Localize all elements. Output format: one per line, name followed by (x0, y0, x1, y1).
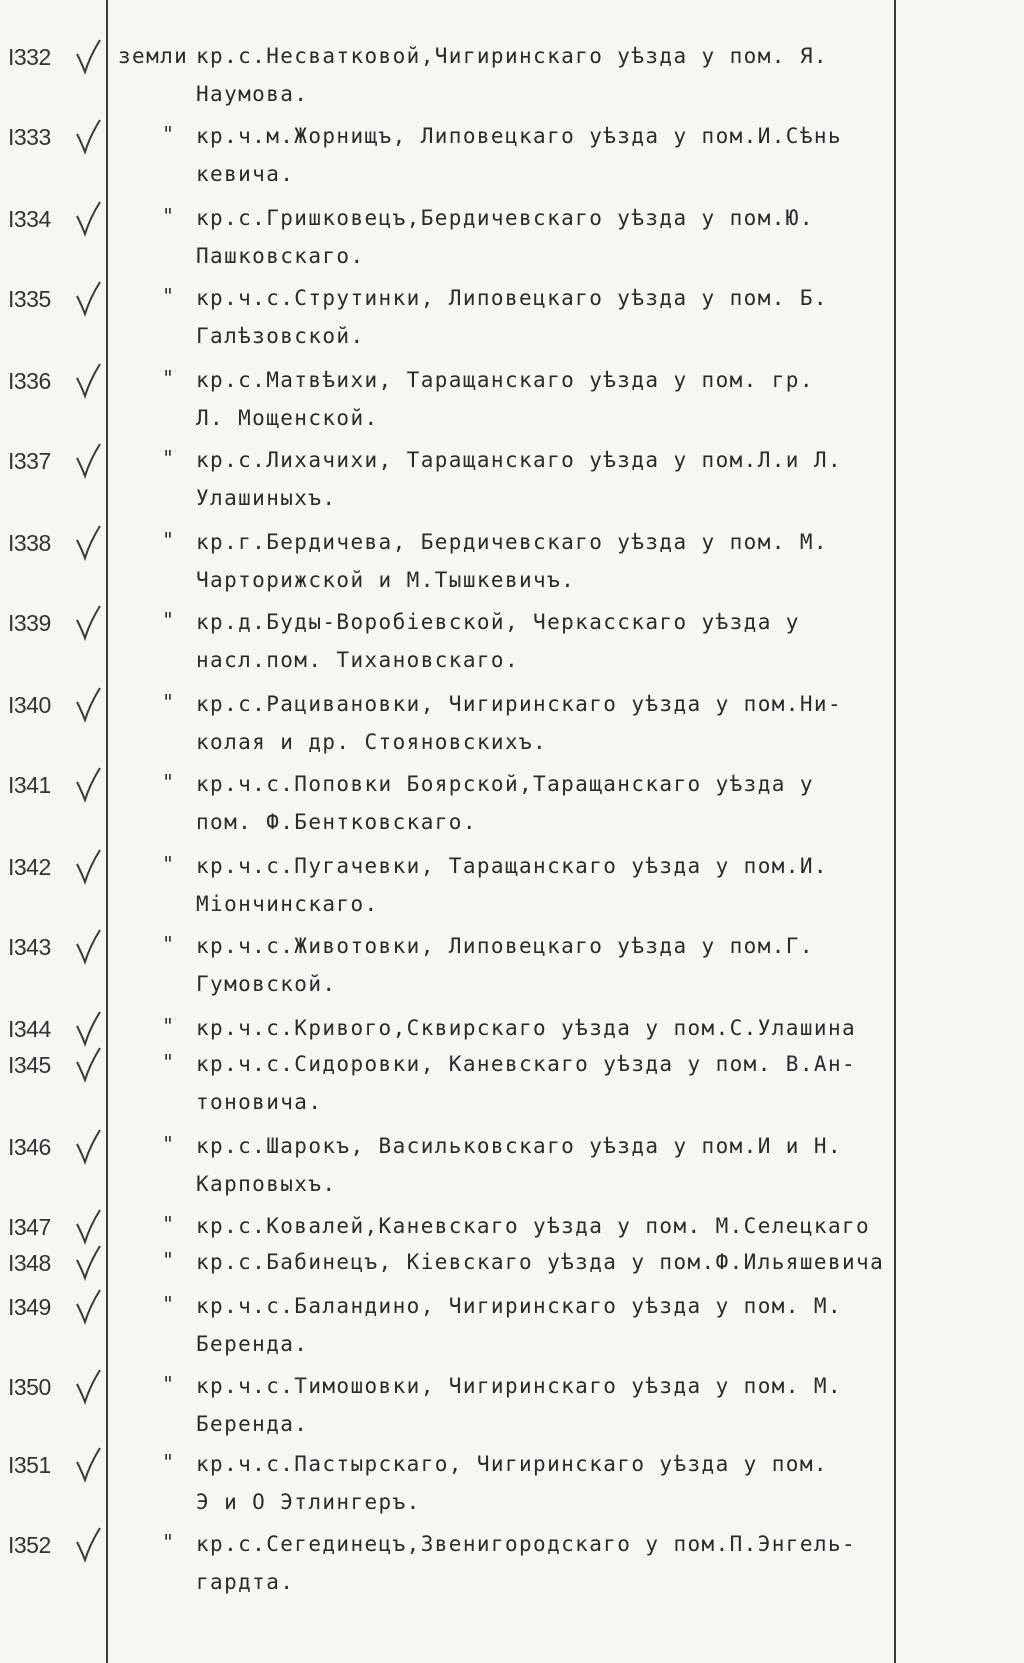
checkmark-icon (74, 1128, 104, 1168)
left-margin-rule (106, 0, 108, 1663)
entry-text-line: кр.ч.с.Поповки Боярской,Таращанскаго уѣзда у (196, 772, 814, 796)
entry-text-line: кр.ч.с.Кривого,Сквирскаго уѣзда у пом.С.Улашина (196, 1016, 857, 1040)
checkmark-icon (74, 200, 104, 240)
entry-text-line: кр.ч.с.Сидоровки, Каневскаго уѣзда у пом. В.Ан- (196, 1052, 857, 1076)
ditto-mark: " (162, 528, 175, 552)
entry-text-line: кр.д.Буды-Воробiевской, Черкасскаго уѣзда у (196, 610, 800, 634)
entry-number: I332 (8, 44, 51, 70)
checkmark-icon (74, 928, 104, 968)
entry-text-line: Л. Мощенской. (196, 406, 379, 430)
entry-text-line: Беренда. (196, 1332, 309, 1356)
entry-number: I348 (8, 1250, 51, 1276)
checkmark-icon (74, 766, 104, 806)
ditto-mark: " (162, 1212, 175, 1236)
ditto-mark: " (162, 1530, 175, 1554)
checkmark-icon (74, 1288, 104, 1328)
checkmark-icon (74, 686, 104, 726)
entry-number: I345 (8, 1052, 51, 1078)
entry-text-line: кр.с.Гришковецъ,Бердичевскаго уѣзда у пом.Ю. (196, 206, 814, 230)
entry-text-line: кр.ч.с.Баландино, Чигиринскаго уѣзда у пом. М. (196, 1294, 842, 1318)
entry-number: I340 (8, 692, 51, 718)
entry-text-line: кр.с.Ковалей,Каневскаго уѣзда у пом. М.Селецкаго (196, 1214, 871, 1238)
entry-number: I333 (8, 124, 51, 150)
checkmark-icon (74, 848, 104, 888)
entry-number: I338 (8, 530, 51, 556)
entry-number: I335 (8, 286, 51, 312)
entry-text-line: кр.с.Рацивановки, Чигиринскаго уѣзда у пом.Ни- (196, 692, 842, 716)
entry-number: I352 (8, 1532, 51, 1558)
entry-number: I346 (8, 1134, 51, 1160)
ditto-mark: " (162, 1014, 175, 1038)
entry-text-line: Чарторижской и М.Тышкевичъ. (196, 568, 576, 592)
entry-number: I350 (8, 1374, 51, 1400)
checkmark-icon (74, 1368, 104, 1408)
entry-text-line: кр.ч.м.Жорнищъ, Липовецкаго уѣзда у пом.И.Сѣнь (196, 124, 842, 148)
entry-text-line: пом. Ф.Бентковскаго. (196, 810, 477, 834)
ditto-mark: " (162, 690, 175, 714)
entry-text-line: кр.ч.с.Тимошовки, Чигиринскаго уѣзда у пом. М. (196, 1374, 842, 1398)
entry-text-line: кр.г.Бердичева, Бердичевскаго уѣзда у пом. М. (196, 530, 828, 554)
entry-text-line: Гумовской. (196, 972, 337, 996)
entry-text-line: кр.ч.с.Струтинки, Липовецкаго уѣзда у пом. Б. (196, 286, 828, 310)
ditto-mark: " (162, 932, 175, 956)
entry-text-line: кр.с.Несватковой,Чигиринскаго уѣзда у пом. Я. (196, 44, 828, 68)
ditto-mark: " (162, 1450, 175, 1474)
entry-text-line: кр.с.Матвѣихи, Таращанскаго уѣзда у пом. гр. (196, 368, 814, 392)
ditto-mark: " (162, 1050, 175, 1074)
entry-text-line: кр.ч.с.Животовки, Липовецкаго уѣзда у пом.Г. (196, 934, 814, 958)
ditto-mark: " (162, 446, 175, 470)
entry-text-line: Мiончинскаго. (196, 892, 379, 916)
ditto-mark: " (162, 852, 175, 876)
ditto-mark: " (162, 366, 175, 390)
checkmark-icon (74, 442, 104, 482)
entry-number: I351 (8, 1452, 51, 1478)
entry-number: I334 (8, 206, 51, 232)
checkmark-icon (74, 1046, 104, 1086)
checkmark-icon (74, 118, 104, 158)
entry-number: I336 (8, 368, 51, 394)
entry-text-line: Наумова. (196, 82, 309, 106)
ditto-mark: " (162, 1372, 175, 1396)
entry-number: I349 (8, 1294, 51, 1320)
entry-number: I347 (8, 1214, 51, 1240)
entry-number: I344 (8, 1016, 51, 1042)
ditto-mark: " (162, 204, 175, 228)
ditto-mark: " (162, 608, 175, 632)
entry-number: I339 (8, 610, 51, 636)
entry-number: I343 (8, 934, 51, 960)
entry-text-line: тоновича. (196, 1090, 323, 1114)
entry-prefix: земли (118, 44, 189, 68)
entry-text-line: кр.с.Сегединецъ,Звенигородскаго у пом.П.Энгель- (196, 1532, 857, 1556)
entry-text-line: Карповыхъ. (196, 1172, 337, 1196)
checkmark-icon (74, 1446, 104, 1486)
entry-text-line: Э и О Этлингеръ. (196, 1490, 421, 1514)
entry-text-line: насл.пом. Тихановскаго. (196, 648, 519, 672)
entry-number: I337 (8, 448, 51, 474)
entry-text-line: Беренда. (196, 1412, 309, 1436)
entry-text-line: Пашковскаго. (196, 244, 365, 268)
checkmark-icon (74, 524, 104, 564)
ditto-mark: " (162, 770, 175, 794)
checkmark-icon (74, 38, 104, 78)
checkmark-icon (74, 280, 104, 320)
checkmark-icon (74, 1244, 104, 1284)
checkmark-icon (74, 1010, 104, 1050)
right-margin-rule (894, 0, 896, 1663)
entry-text-line: кр.ч.с.Пастырскаго, Чигиринскаго уѣзда у пом. (196, 1452, 828, 1476)
checkmark-icon (74, 604, 104, 644)
entry-text-line: кр.с.Лихачихи, Таращанскаго уѣзда у пом.Л.и Л. (196, 448, 842, 472)
entry-text-line: кр.с.Бабинецъ, Кiевскаго уѣзда у пом.Ф.Ильяшевича (196, 1250, 885, 1274)
ditto-mark: " (162, 1132, 175, 1156)
ditto-mark: " (162, 1292, 175, 1316)
entry-number: I342 (8, 854, 51, 880)
entry-text-line: кевича. (196, 162, 295, 186)
entry-text-line: кр.с.Шарокъ, Васильковскаго уѣзда у пом.И и Н. (196, 1134, 842, 1158)
entry-text-line: колая и др. Стояновскихъ. (196, 730, 548, 754)
entry-text-line: Улашиныхъ. (196, 486, 337, 510)
entry-number: I341 (8, 772, 51, 798)
entry-text-line: кр.ч.с.Пугачевки, Таращанскаго уѣзда у пом.И. (196, 854, 828, 878)
checkmark-icon (74, 1526, 104, 1566)
checkmark-icon (74, 1208, 104, 1248)
checkmark-icon (74, 362, 104, 402)
entry-text-line: гардта. (196, 1570, 295, 1594)
entry-text-line: Галѣзовской. (196, 324, 365, 348)
ditto-mark: " (162, 1248, 175, 1272)
ditto-mark: " (162, 284, 175, 308)
ditto-mark: " (162, 122, 175, 146)
